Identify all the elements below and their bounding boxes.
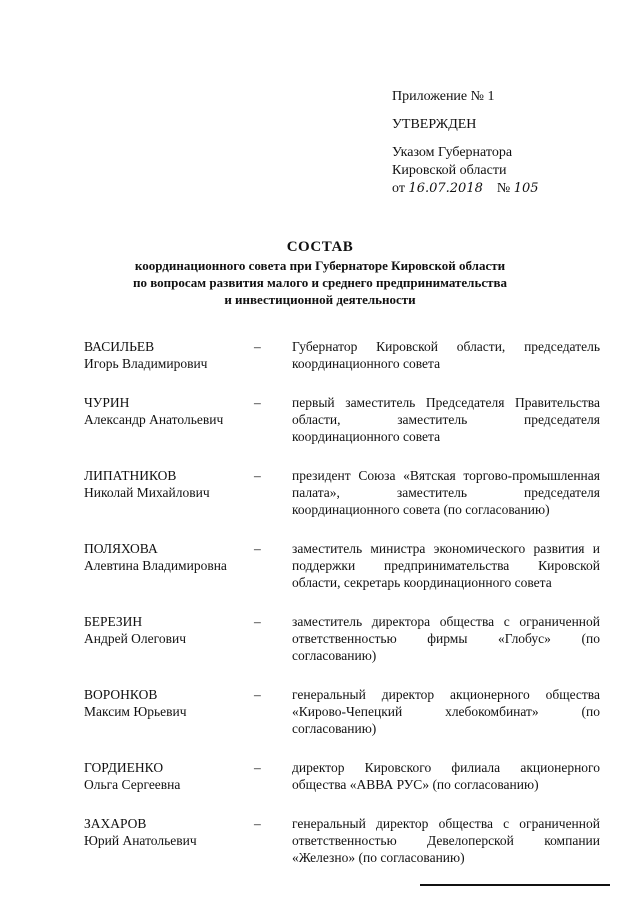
member-role: генеральный директор общества с ограниченной ответственностью Девелоперской компании «Железно» (по согласованию)	[292, 816, 600, 865]
member-name	[84, 759, 254, 793]
title-line-2: по вопросам развития малого и среднего предпринимательства	[132, 275, 508, 290]
member-name	[84, 613, 254, 664]
date-prefix: от	[392, 181, 405, 196]
member-surname: ЛИПАТНИКОВ	[84, 468, 177, 483]
footer-rule	[420, 884, 610, 886]
dash-separator: –	[254, 760, 261, 775]
member-surname: ПОЛЯХОВА	[84, 541, 158, 556]
member-given-name: Максим Юрьевич	[84, 704, 187, 719]
member-surname: ВАСИЛЬЕВ	[84, 339, 155, 354]
member-row	[84, 815, 600, 866]
member-name	[84, 815, 254, 866]
dash-separator: –	[254, 468, 261, 483]
member-row	[84, 540, 600, 591]
appendix-label: Приложение № 1	[392, 89, 495, 104]
members-list	[84, 338, 600, 888]
dash-separator: –	[254, 339, 261, 354]
member-role: генеральный директор акционерного общества «Кирово-Чепецкий хлебокомбинат» (по согласованию)	[292, 687, 600, 736]
member-given-name: Игорь Владимирович	[84, 356, 208, 371]
member-given-name: Александр Анатольевич	[84, 412, 224, 427]
member-surname: БЕРЕЗИН	[84, 614, 143, 629]
member-row	[84, 467, 600, 518]
member-row	[84, 613, 600, 664]
decree-date-number	[392, 180, 539, 198]
member-name	[84, 338, 254, 372]
member-role: заместитель директора общества с ограниченной ответственностью фирмы «Глобус» (по согласованию)	[292, 614, 600, 663]
handwritten-date: 16.07.2018	[408, 181, 483, 196]
title-main: СОСТАВ	[286, 239, 354, 255]
member-role: Губернатор Кировской области, председатель координационного совета	[292, 339, 600, 371]
title-line-3: и инвестиционной деятельности	[224, 292, 416, 307]
dash-separator: –	[254, 541, 261, 556]
member-role: президент Союза «Вятская торгово-промышленная палата», заместитель председателя координационного совета (по согласованию)	[292, 468, 600, 517]
approved-label: УТВЕРЖДЕН	[392, 117, 477, 132]
member-row	[84, 338, 600, 372]
member-row	[84, 394, 600, 445]
number-prefix: №	[496, 181, 511, 196]
decree-line-1: Указом Губернатора	[392, 145, 513, 160]
decree-line-2: Кировской области	[392, 163, 507, 178]
member-given-name: Юрий Анатольевич	[84, 833, 197, 848]
handwritten-number: 105	[513, 181, 539, 196]
member-given-name: Алевтина Владимировна	[84, 558, 227, 573]
member-name	[84, 686, 254, 737]
title-line-1: координационного совета при Губернаторе Кировской области	[134, 258, 506, 273]
member-row	[84, 759, 600, 793]
member-row	[84, 686, 600, 737]
member-name	[84, 467, 254, 518]
member-name	[84, 394, 254, 445]
member-surname: ВОРОНКОВ	[84, 687, 158, 702]
member-surname: ЗАХАРОВ	[84, 816, 147, 831]
member-given-name: Николай Михайлович	[84, 485, 210, 500]
dash-separator: –	[254, 687, 261, 702]
appendix-block	[392, 88, 539, 198]
member-surname: ГОРДИЕНКО	[84, 760, 164, 775]
member-surname: ЧУРИН	[84, 395, 130, 410]
dash-separator: –	[254, 816, 261, 831]
document-title	[0, 237, 640, 308]
dash-separator: –	[254, 614, 261, 629]
dash-separator: –	[254, 395, 261, 410]
member-name	[84, 540, 254, 591]
member-given-name: Андрей Олегович	[84, 631, 187, 646]
member-role: директор Кировского филиала акционерного общества «АВВА РУС» (по согласованию)	[292, 760, 600, 792]
member-given-name: Ольга Сергеевна	[84, 777, 181, 792]
member-role: заместитель министра экономического развития и поддержки предпринимательства Кировской области, секретарь координационного совета	[292, 541, 600, 590]
member-role: первый заместитель Председателя Правительства области, заместитель председателя координационного совета	[292, 395, 600, 444]
